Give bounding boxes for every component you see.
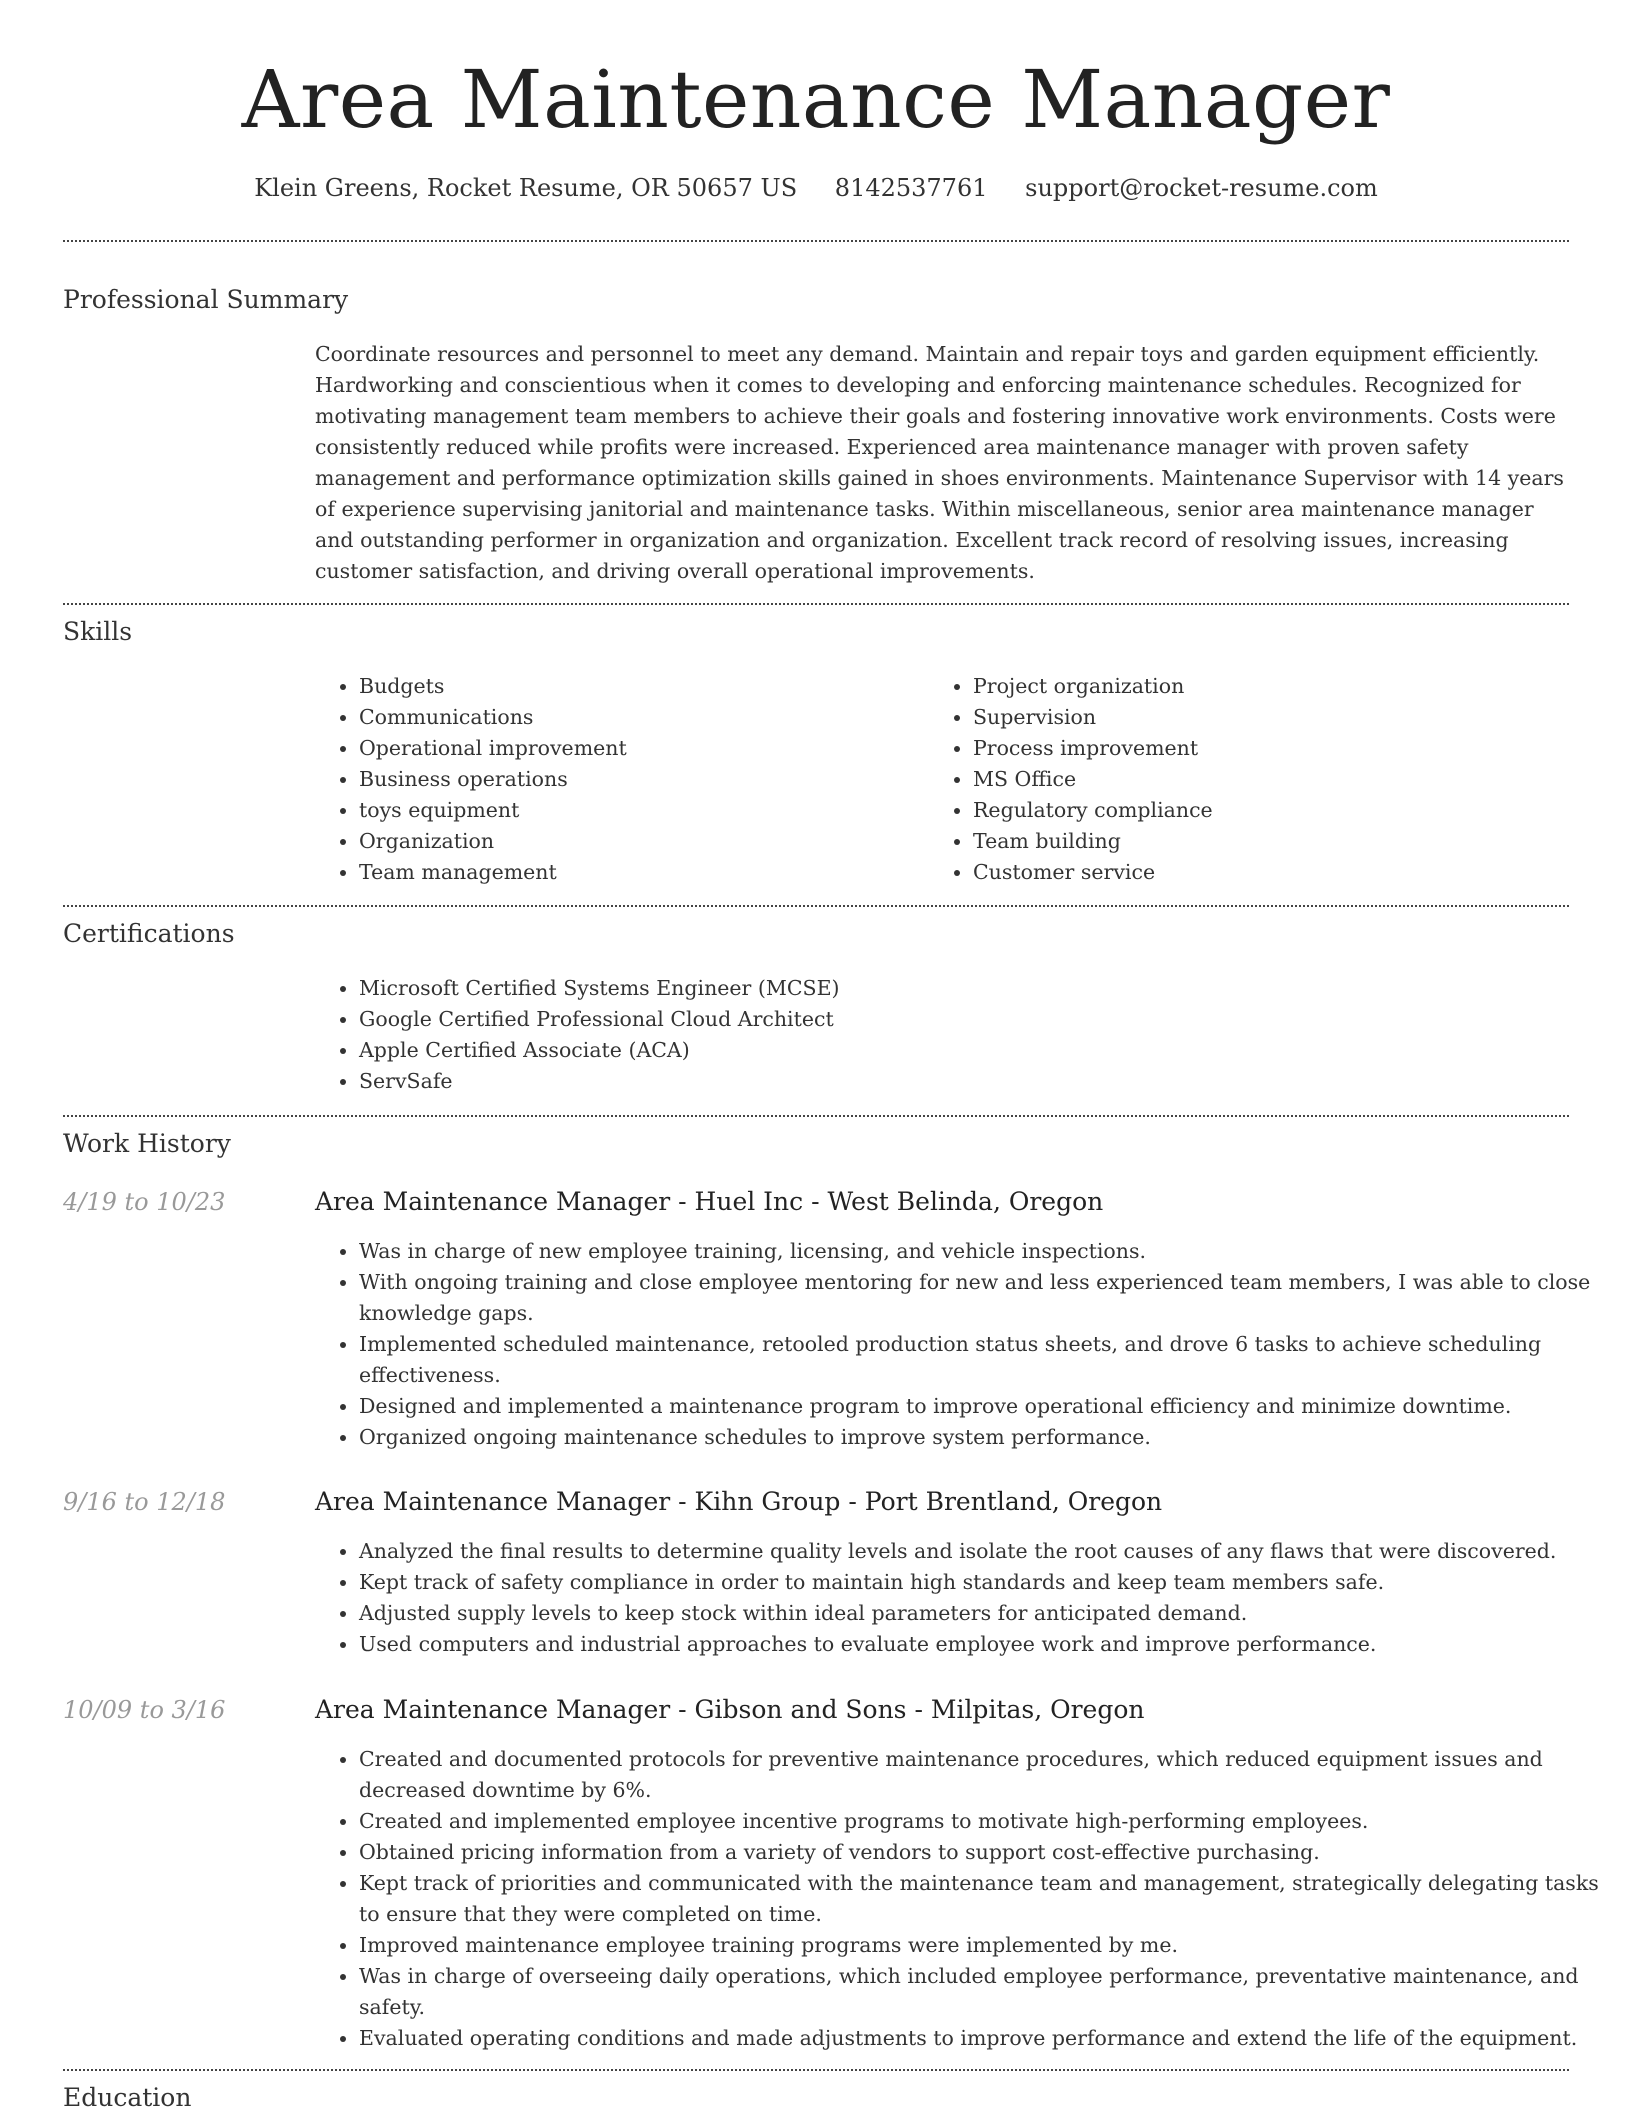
skill-item: • Business operations: [359, 764, 919, 795]
section-divider: [63, 240, 1569, 242]
contact-line: [0, 170, 1632, 206]
certification-item: • ServSafe: [359, 1066, 1559, 1097]
section-title-education: Education: [63, 2083, 192, 2112]
section-title-summary: Professional Summary: [63, 285, 349, 314]
job-bullet: • Adjusted supply levels to keep stock within ideal parameters for anticipated demand.: [359, 1598, 1613, 1629]
certification-item: • Google Certified Professional Cloud Architect: [359, 1004, 1559, 1035]
job-heading: Area Maintenance Manager - Huel Inc - West Belinda, Oregon: [315, 1187, 1104, 1216]
job-bullet: • Designed and implemented a maintenance program to improve operational efficiency and minimize downtime.: [359, 1391, 1613, 1422]
job-bullet: • Used computers and industrial approaches to evaluate employee work and improve performance.: [359, 1629, 1613, 1660]
skill-item: • Project organization: [973, 671, 1573, 702]
job-bullets: [315, 1536, 1613, 1660]
skill-item: • Communications: [359, 702, 919, 733]
job-bullet: • Was in charge of overseeing daily operations, which included employee performance, preventative maintenance, and safety.: [359, 1961, 1613, 2023]
section-divider: [63, 1115, 1569, 1117]
job-bullet: • Improved maintenance employee training programs were implemented by me.: [359, 1930, 1613, 1961]
job-bullets: [315, 1744, 1613, 2054]
job-bullet: • Analyzed the final results to determine quality levels and isolate the root causes of any flaws that were discovered.: [359, 1536, 1613, 1567]
contact-phone: 8142537761: [834, 174, 988, 202]
job-bullet: • Created and documented protocols for preventive maintenance procedures, which reduced equipment issues and decreased downtime by 6%.: [359, 1744, 1613, 1806]
skill-item: • Team management: [359, 857, 919, 888]
job-dates: 10/09 to 3/16: [63, 1696, 226, 1724]
skill-item: • Operational improvement: [359, 733, 919, 764]
job-bullet: • Evaluated operating conditions and made adjustments to improve performance and extend the life of the equipment.: [359, 2023, 1613, 2054]
skill-item: • Budgets: [359, 671, 919, 702]
skill-item: • Team building: [973, 826, 1573, 857]
section-title-work-history: Work History: [63, 1129, 231, 1158]
certifications-list: [315, 973, 1559, 1097]
job-bullet: • Was in charge of new employee training, licensing, and vehicle inspections.: [359, 1236, 1613, 1267]
job-bullet: • Obtained pricing information from a variety of vendors to support cost-effective purchasing.: [359, 1837, 1613, 1868]
resume-title: Area Maintenance Manager: [241, 53, 1391, 146]
job-dates: 4/19 to 10/23: [63, 1188, 226, 1216]
skills-list-left: [315, 671, 919, 888]
job-heading: Area Maintenance Manager - Gibson and Sons - Milpitas, Oregon: [315, 1695, 1145, 1724]
job-bullet: • Implemented scheduled maintenance, retooled production status sheets, and drove 6 tasks to achieve scheduling effectiveness.: [359, 1329, 1613, 1391]
skills-list-right: [929, 671, 1573, 888]
section-divider: [63, 603, 1569, 605]
skill-item: • Supervision: [973, 702, 1573, 733]
section-divider: [63, 2069, 1569, 2071]
contact-email: support@rocket-resume.com: [1025, 174, 1378, 202]
summary-text: Coordinate resources and personnel to meet any demand. Maintain and repair toys and garden equipment efficiently. Hardworking and conscientious when it comes to developing and enforcing maintenance schedules. Recognized for motivating management team members to achieve their goals and fostering innovative work environments. Costs were consistently reduced while profits were increased. Experienced area maintenance manager with proven safety management and performance optimization skills gained in shoes environments. Maintenance Supervisor with 14 years of experience supervising janitorial and maintenance tasks. Within miscellaneous, senior area maintenance manager and outstanding performer in organization and organization. Excellent track record of resolving issues, increasing customer satisfaction, and driving overall operational improvements.: [315, 342, 1564, 583]
certification-item: • Microsoft Certified Systems Engineer (MCSE): [359, 973, 1559, 1004]
job-bullet: • Organized ongoing maintenance schedules to improve system performance.: [359, 1422, 1613, 1453]
job-bullet: • Created and implemented employee incentive programs to motivate high-performing employees.: [359, 1806, 1613, 1837]
contact-address: Klein Greens, Rocket Resume, OR 50657 US: [254, 174, 798, 202]
section-title-certifications: Certifications: [63, 919, 235, 948]
job-dates: 9/16 to 12/18: [63, 1488, 226, 1516]
certification-item: • Apple Certified Associate (ACA): [359, 1035, 1559, 1066]
job-bullet: • With ongoing training and close employee mentoring for new and less experienced team members, I was able to close knowledge gaps.: [359, 1267, 1613, 1329]
job-heading: Area Maintenance Manager - Kihn Group - Port Brentland, Oregon: [315, 1487, 1163, 1516]
section-divider: [63, 905, 1569, 907]
job-bullet: • Kept track of safety compliance in order to maintain high standards and keep team members safe.: [359, 1567, 1613, 1598]
job-bullets: [315, 1236, 1613, 1453]
skill-item: • MS Office: [973, 764, 1573, 795]
job-bullet: • Kept track of priorities and communicated with the maintenance team and management, strategically delegating tasks to ensure that they were completed on time.: [359, 1868, 1613, 1930]
skill-item: • Organization: [359, 826, 919, 857]
skill-item: • Regulatory compliance: [973, 795, 1573, 826]
section-title-skills: Skills: [63, 617, 133, 646]
skill-item: • Process improvement: [973, 733, 1573, 764]
skill-item: • toys equipment: [359, 795, 919, 826]
skill-item: • Customer service: [973, 857, 1573, 888]
